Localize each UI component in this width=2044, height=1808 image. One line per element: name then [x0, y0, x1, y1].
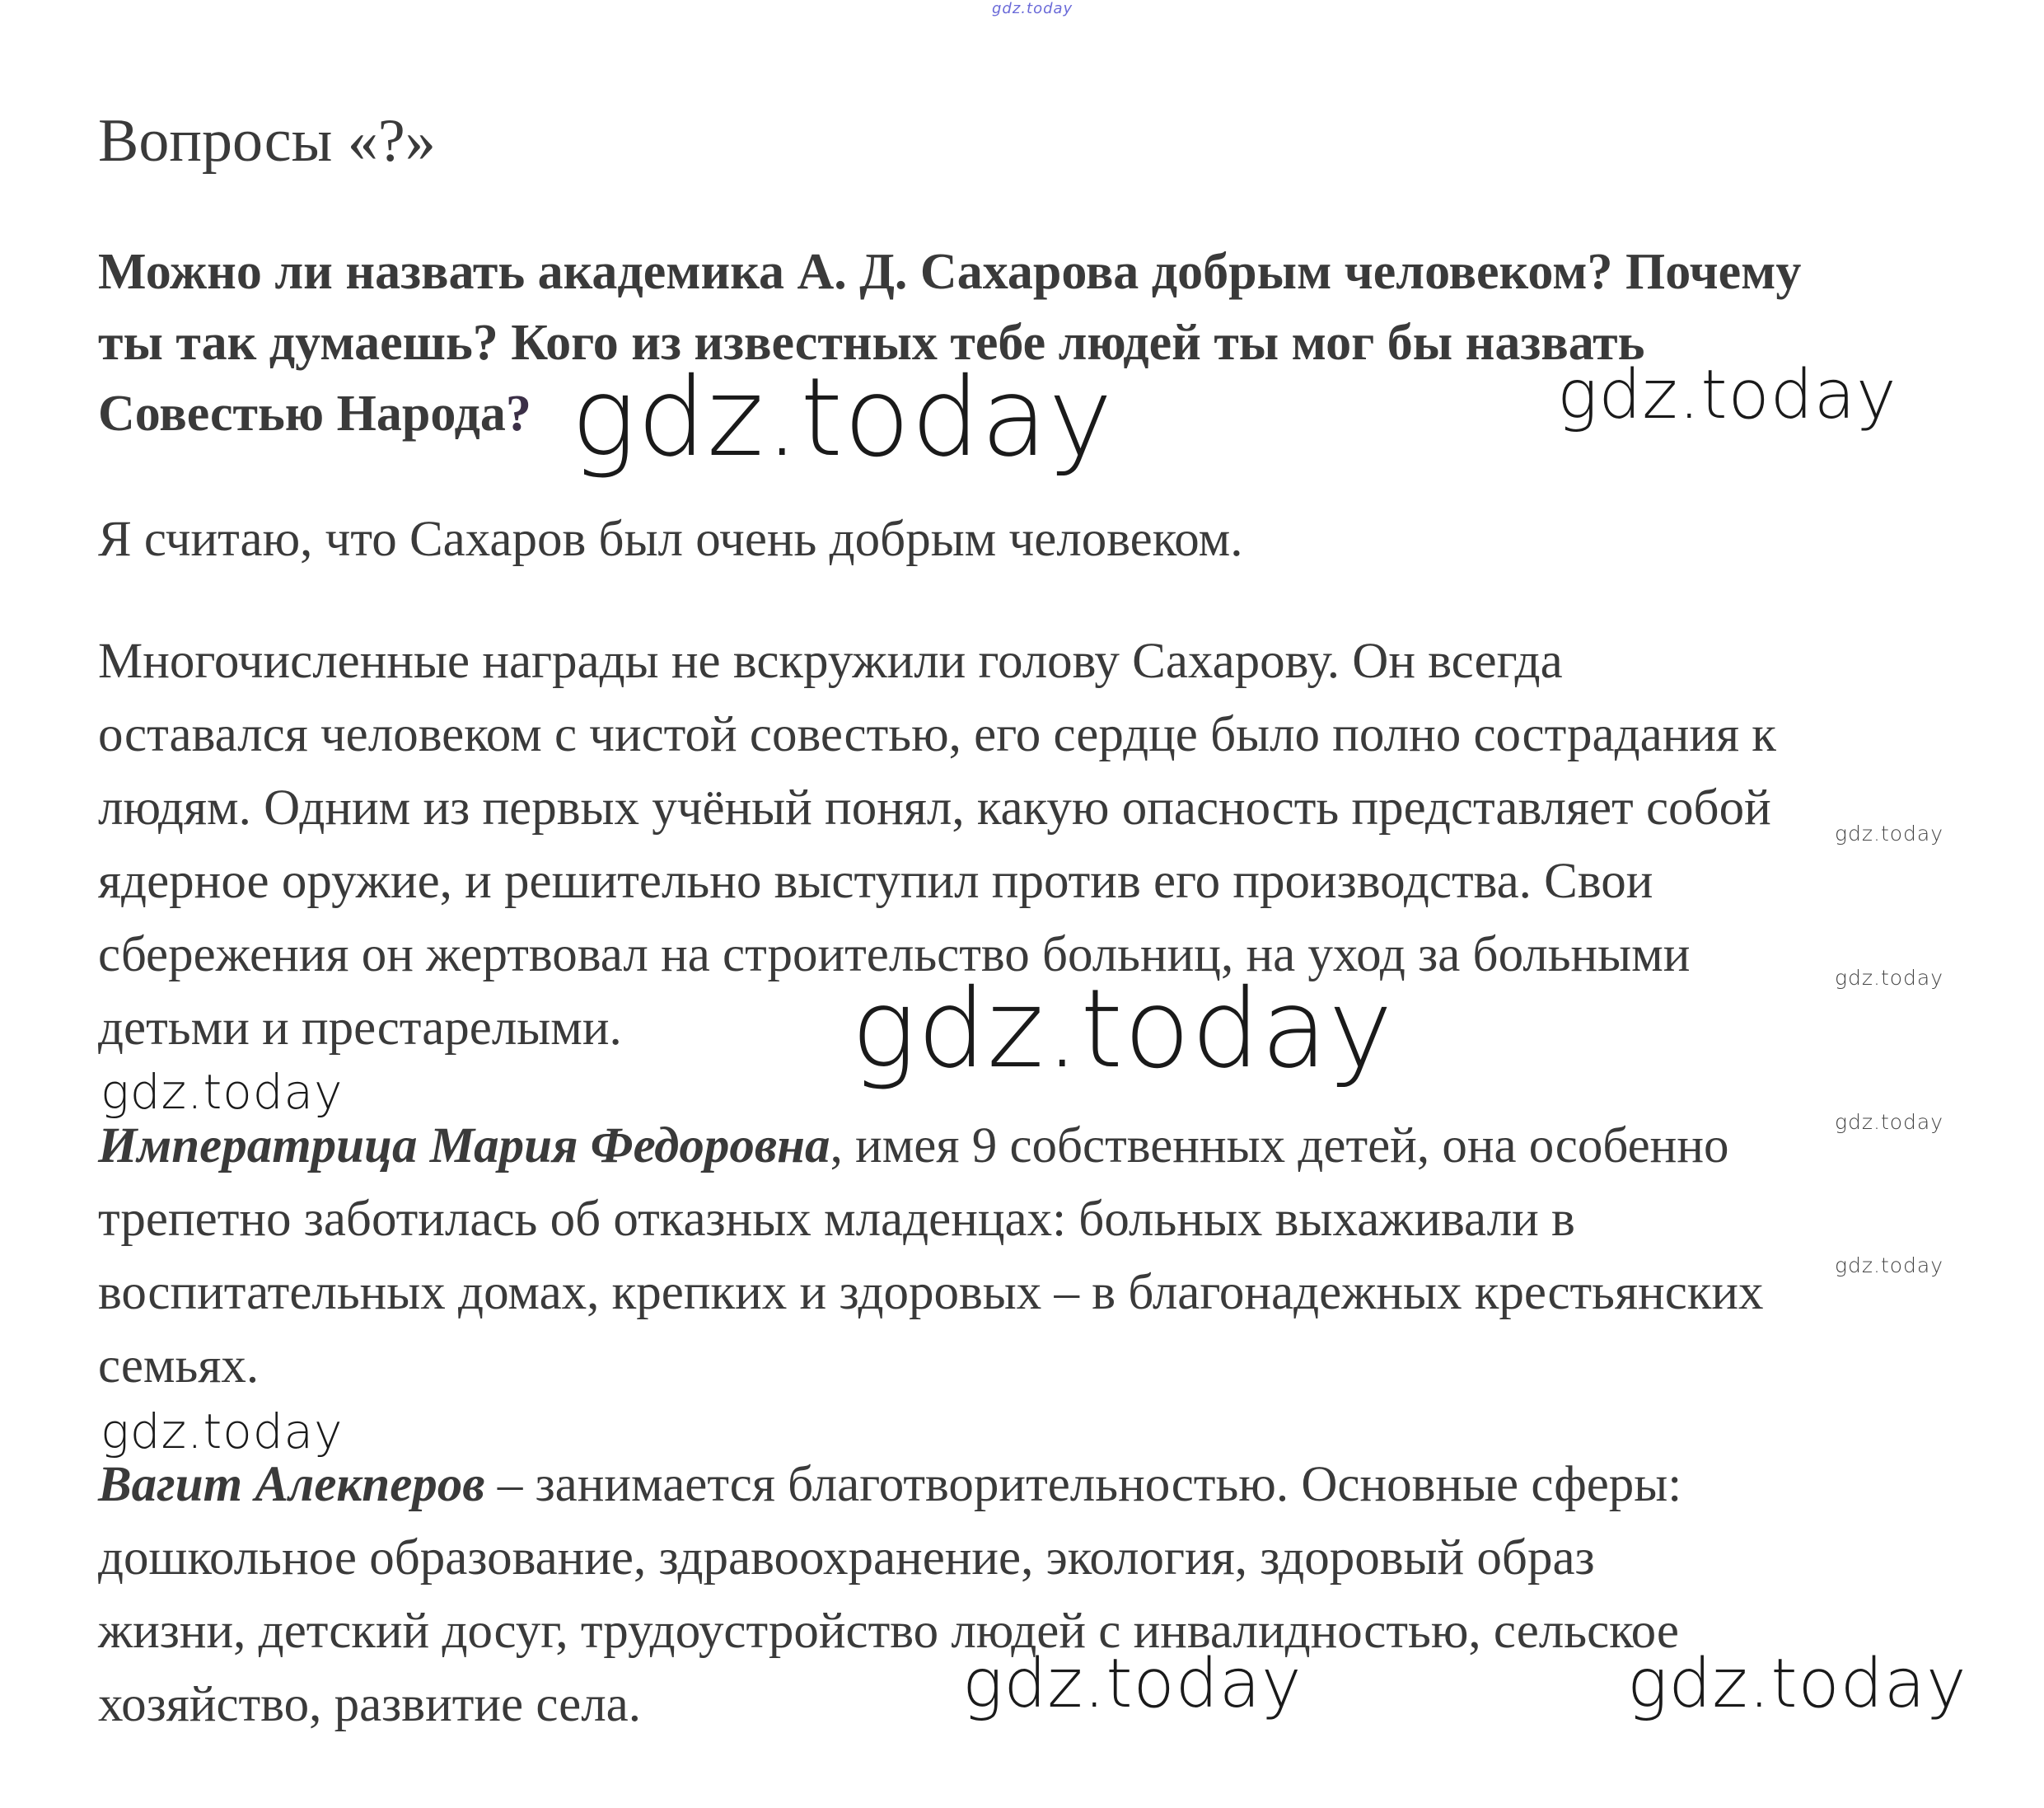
question-line-2: ты так думаешь? Кого из известных тебе людей ты мог бы назвать	[98, 315, 1645, 371]
maria-name: Императрица Мария Федоровна	[98, 1118, 830, 1173]
sakharov-line: Многочисленные награды не вскружили голову Сахарову. Он всегда	[98, 634, 1563, 689]
watermark-top: gdz.today	[992, 0, 1073, 17]
vagit-name: Вагит Алекперов	[98, 1457, 485, 1512]
maria-line: семьях.	[98, 1338, 260, 1393]
watermark: gdz.today	[1835, 822, 1944, 845]
maria-paragraph	[98, 1109, 1764, 1403]
vagit-line-1-rest: – занимается благотворительностью. Основные сферы:	[484, 1457, 1682, 1512]
sakharov-line: ядерное оружие, и решительно выступил против его производства. Свои	[98, 854, 1653, 909]
question-line-1: Можно ли назвать академика А. Д. Сахарова добрым человеком? Почему	[98, 244, 1802, 300]
watermark: gdz.today	[1557, 356, 1897, 434]
sakharov-line: людям. Одним из первых учёный понял, какую опасность представляет собой	[98, 780, 1771, 836]
watermark: gdz.today	[101, 1403, 344, 1459]
watermark: gdz.today	[571, 354, 1114, 481]
watermark: gdz.today	[1627, 1645, 1967, 1723]
sakharov-line: сбережения он жертвовал на строительство больниц, на уход за больными	[98, 927, 1691, 982]
sakharov-line: детьми и престарелыми.	[98, 1000, 622, 1056]
watermark: gdz.today	[962, 1645, 1303, 1723]
sakharov-line: оставался человеком с чистой совестью, его сердце было полно сострадания к	[98, 707, 1776, 762]
maria-line-1-rest: , имея 9 собственных детей, она особенно	[830, 1118, 1729, 1173]
watermark: gdz.today	[1835, 1253, 1944, 1277]
vagit-paragraph	[98, 1448, 1682, 1741]
vagit-line: дошкольное образование, здравоохранение, экология, здоровый образ	[98, 1530, 1595, 1586]
question-mark: ?	[505, 386, 531, 442]
maria-line: трепетно заботилась об отказных младенцах: больных выхаживали в	[98, 1192, 1575, 1247]
watermark: gdz.today	[1835, 1110, 1944, 1134]
answer-paragraph	[98, 503, 1242, 576]
watermark: gdz.today	[1835, 966, 1944, 990]
answer-line-1: Я считаю, что Сахаров был очень добрым человеком.	[98, 512, 1243, 567]
maria-line: воспитательных домах, крепких и здоровых – в благонадежных крестьянских	[98, 1265, 1764, 1320]
page-heading: Вопросы «?»	[98, 107, 436, 175]
watermark: gdz.today	[101, 1064, 344, 1120]
vagit-line: жизни, детский досуг, трудоустройство людей с инвалидностью, сельское	[98, 1604, 1679, 1659]
maria-line-1	[98, 1109, 1764, 1183]
watermark: gdz.today	[851, 966, 1394, 1093]
vagit-line: хозяйство, развитие села.	[98, 1677, 641, 1732]
question-line-3-text: Совестью Народа	[98, 386, 506, 442]
